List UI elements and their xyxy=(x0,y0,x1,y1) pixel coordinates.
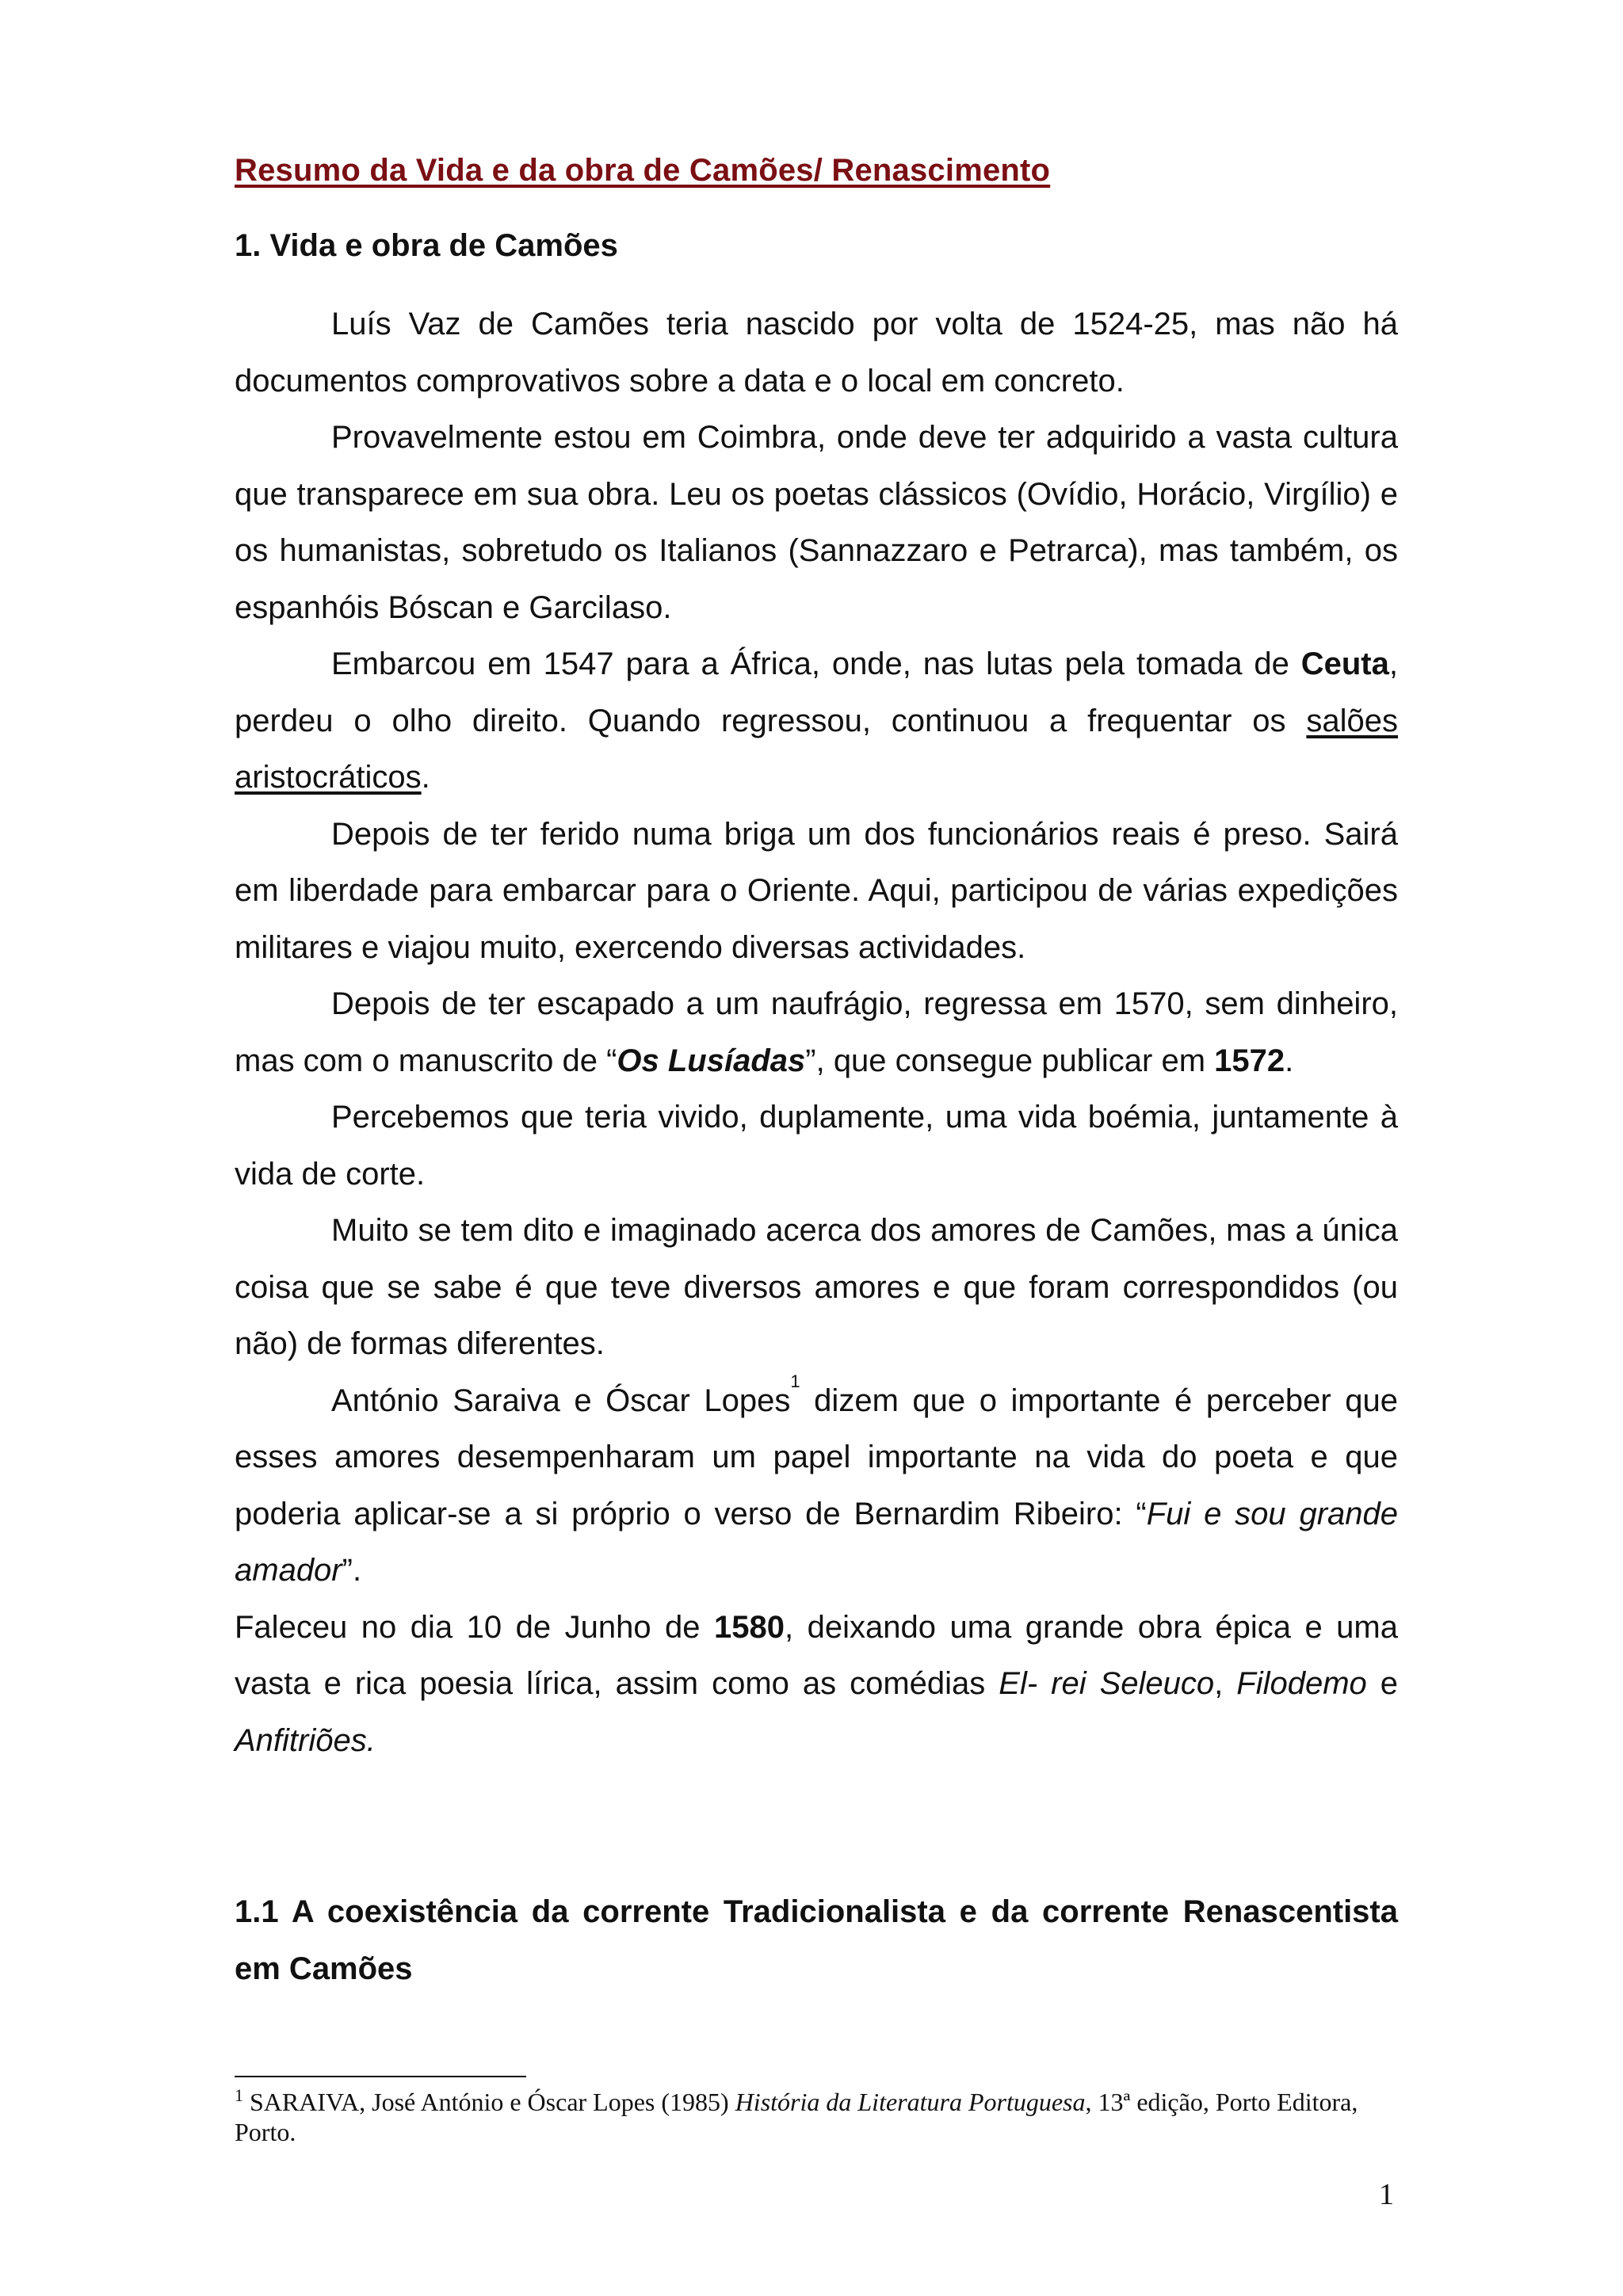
ceuta-bold: Ceuta xyxy=(1300,646,1389,681)
paragraph-3-text-e: . xyxy=(421,760,430,795)
paragraph-6: Percebemos que teria vivido, duplamente, uma vida boémia, juntamente à vida de corte. xyxy=(235,1100,1398,1192)
paragraph-7: Muito se tem dito e imaginado acerca dos amores de Camões, mas a única coisa que se sabe é que teve diversos amores e que foram correspondidos (ou não) de formas diferentes. xyxy=(235,1213,1398,1361)
paragraph-3-text-a: Embarcou em 1547 para a África, onde, nas lutas pela tomada de xyxy=(331,646,1301,681)
paragraph-8-text-d: ”. xyxy=(342,1553,362,1588)
paragraph-5-text-e: . xyxy=(1285,1043,1294,1078)
paragraph-9-text-g: e xyxy=(1366,1666,1399,1701)
paragraph-9-text-c: , deixando uma grande obra épica e uma vasta e rica poesia lírica, assim como as comédias xyxy=(235,1609,1398,1701)
paragraph-8 xyxy=(235,1373,1398,1600)
paragraph-5 xyxy=(235,976,1398,1089)
paragraph-9-text-a: Faleceu no dia 10 de Junho de xyxy=(235,1609,715,1645)
paragraph-9 xyxy=(235,1600,1398,1770)
paragraph-2: Provavelmente estou em Coimbra, onde deve ter adquirido a vasta cultura que transparece em sua obra. Leu os poetas clássicos (Ovídio, Horácio, Virgílio) e os humanistas, sobretudo os Italianos (Sannazzaro e Petrarca), mas também, os espanhóis Bóscan e Garcilaso. xyxy=(235,420,1398,625)
comedy-el-rei-seleuco: El- rei Seleuco xyxy=(999,1666,1215,1701)
paragraph-4: Depois de ter ferido numa briga um dos funcionários reais é preso. Sairá em liberdade para embarcar para o Oriente. Aqui, participou de várias expedições militares e viajou muito, exercendo diversas actividades. xyxy=(235,816,1398,965)
section-heading-vida-e-obra: 1. Vida e obra de Camões xyxy=(235,228,618,263)
page-number: 1 xyxy=(1379,2178,1394,2211)
footnote-text-c: , 13ª edição, Porto Editora, Porto. xyxy=(235,2088,1358,2146)
paragraph-5-text-c: ”, que consegue publicar em xyxy=(805,1043,1215,1078)
footnote-book-title: História da Literatura Portuguesa xyxy=(735,2088,1086,2116)
footnote-separator xyxy=(235,2076,526,2077)
year-1580: 1580 xyxy=(714,1609,785,1645)
comedy-filodemo: Filodemo xyxy=(1236,1666,1367,1701)
section-body xyxy=(235,296,1398,1769)
paragraph-1: Luís Vaz de Camões teria nascido por volta de 1524-25, mas não há documentos comprovativos sobre a data e o local em concreto. xyxy=(235,307,1398,399)
document-title: Resumo da Vida e da obra de Camões/ Renascimento xyxy=(235,153,1051,188)
verse-quote: Fui e sou grande amador xyxy=(235,1496,1398,1588)
paragraph-3-text-c: , perdeu o olho direito. Quando regressou, continuou a frequentar os xyxy=(235,646,1398,738)
os-lusiadas-title: Os Lusíadas xyxy=(617,1043,806,1078)
paragraph-9-text-e: , xyxy=(1214,1666,1237,1701)
footnote xyxy=(235,2087,1398,2147)
footnote-text-a: SARAIVA, José António e Óscar Lopes (1985) xyxy=(243,2088,735,2116)
footnote-reference[interactable]: 1 xyxy=(790,1371,800,1391)
year-1572: 1572 xyxy=(1214,1043,1285,1078)
comedy-anfitrioes: Anfitriões. xyxy=(235,1722,376,1758)
footnote-marker: 1 xyxy=(235,2085,243,2105)
paragraph-8-text-a: António Saraiva e Óscar Lopes xyxy=(331,1383,791,1418)
paragraph-3 xyxy=(235,636,1398,807)
paragraph-5-text-a: Depois de ter escapado a um naufrágio, regressa em 1570, sem dinheiro, mas com o manuscrito de “ xyxy=(235,986,1398,1078)
saloes-underlined: salões aristocráticos xyxy=(235,703,1398,795)
section-heading-coexistencia: 1.1 A coexistência da corrente Tradicionalista e da corrente Renascentista em Camões xyxy=(235,1894,1398,1986)
paragraph-8-text-b: dizem que o importante é perceber que esses amores desempenharam um papel importante na vida do poeta e que poderia aplicar-se a si próprio o verso de Bernardim Ribeiro: “ xyxy=(235,1383,1398,1531)
